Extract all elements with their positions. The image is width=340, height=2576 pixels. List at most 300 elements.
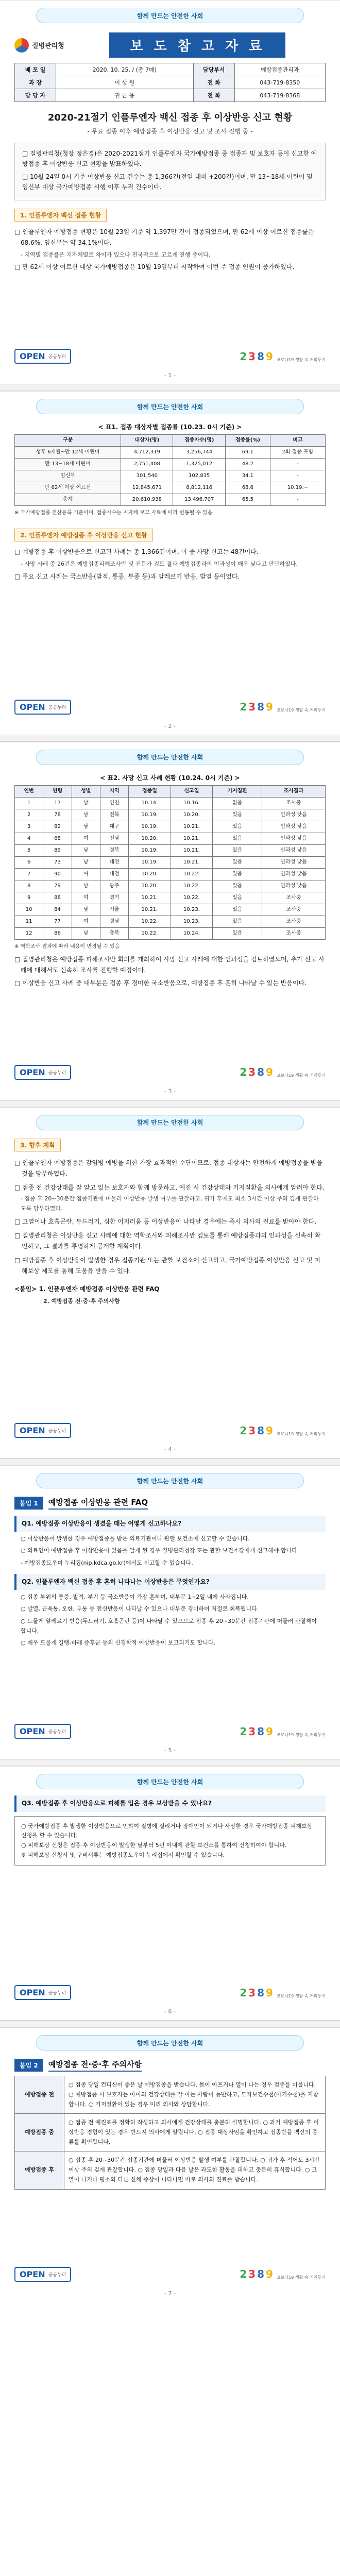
ministry-name: 질병관리청 <box>32 42 64 50</box>
open-license-logo <box>14 1065 71 1080</box>
logo-digit: 9 <box>265 1424 273 1437</box>
footer-logos <box>14 1985 326 2000</box>
table-cell: 10.14. <box>129 797 171 809</box>
section-heading: 3. 향후 계획 <box>14 1139 61 1151</box>
open-sub-text: 공공누리 <box>48 2272 66 2278</box>
faq-answer: - 예방접종도우미 누리집(nip.kdca.go.kr)에서도 신고할 수 있습니다. <box>21 1559 193 1566</box>
top-banner: 함께 만드는 안전한 사회 <box>36 2035 304 2050</box>
logo-digit: 8 <box>257 701 264 714</box>
table-cell: 만 13~18세 어린이 <box>15 459 121 470</box>
page-number: - 2 - <box>164 722 176 730</box>
table-cell: 없음 <box>213 797 262 809</box>
table-cell: 301,540 <box>121 470 173 482</box>
table-row <box>15 880 326 892</box>
table-cell: 2회 접종 포함 <box>270 447 325 459</box>
table-cell: 13,496,707 <box>173 494 226 506</box>
campaign-logo <box>240 1987 326 1999</box>
body-sub: - 사망 사례 중 26건은 예방접종피해조사반 및 전문가 검토 결과 예방접종과의 인과성이 매우 낮다고 판단하였다. <box>21 561 298 568</box>
meta-tel-label-2: 전 화 <box>193 89 234 102</box>
table-cell: 남 <box>72 904 100 916</box>
table-cell: 조사중 <box>262 916 326 927</box>
table-cell: 78 <box>43 809 72 821</box>
table-row <box>15 904 326 916</box>
table-cell: 6 <box>15 856 43 868</box>
open-text: OPEN <box>20 702 45 712</box>
table-cell: 남 <box>72 821 100 833</box>
table-cell: 경남 <box>100 916 128 927</box>
headline: 2020-21절기 인플루엔자 백신 접종 후 이상반응 신고 현황 <box>47 112 293 123</box>
table-cell: 4,712,319 <box>121 447 173 459</box>
campaign-logo <box>240 701 326 713</box>
table-cell: 10.19. <box>129 821 171 833</box>
logo-digit: 3 <box>248 701 256 714</box>
open-text: OPEN <box>20 1067 45 1077</box>
table-cell: 남 <box>72 809 100 821</box>
table-header: 대상자(명) <box>121 435 173 447</box>
table-cell: 여 <box>72 868 100 880</box>
page-1 <box>0 0 340 379</box>
table-row <box>15 916 326 927</box>
faq-answer: ○ 매우 드물게 길랭-바레 증후군 등의 신경학적 이상반응이 보고되기도 합니다. <box>21 1639 215 1647</box>
table-cell: 10.22. <box>129 916 171 927</box>
table-row <box>15 2151 326 2189</box>
logo-digit: 8 <box>257 2268 264 2280</box>
ministry-logo <box>14 38 64 53</box>
logo-digit: 9 <box>265 2268 273 2280</box>
logo-caption: 코로나19 생활 속 거리두기 <box>276 1993 326 1998</box>
table-cell: 대전 <box>100 868 128 880</box>
table-cell: 8 <box>15 880 43 892</box>
table-cell: 10.19. <box>129 844 171 856</box>
table-cell: 89 <box>43 844 72 856</box>
table-cell: 3,256,744 <box>173 447 226 459</box>
page-7 <box>0 2027 340 2296</box>
logo-digit: 8 <box>257 1424 264 1437</box>
table-cell: 73 <box>43 856 72 868</box>
table-cell: 10.16. <box>171 797 213 809</box>
table-cell: 광주 <box>100 880 128 892</box>
open-license-logo <box>14 1724 71 1739</box>
table-row <box>15 447 326 459</box>
table-cell: 86 <box>43 927 72 939</box>
open-license-logo <box>14 349 71 364</box>
page-number: - 4 - <box>164 1446 176 1453</box>
campaign-logo <box>240 2268 326 2280</box>
table-row <box>15 844 326 856</box>
attachment-title: 예방접종 전·중·후 주의사항 <box>48 2059 142 2072</box>
body-para: □ 고열이나 호흡곤란, 두드러기, 심한 어지러움 등 이상반응이 나타날 경우에는 즉시 의사의 진료를 받아야 한다. <box>14 1218 317 1226</box>
meta-tel1: 043-719-8350 <box>234 76 325 89</box>
table-cell: 1,325,012 <box>173 459 226 470</box>
table-cell: 68.6 <box>225 482 270 494</box>
faq-answer: ○ 국가예방접종 후 발생한 이상반응으로 인하여 질병에 걸리거나 장애인이 되거나 사망한 경우 국가예방접종 피해보상 신청을 할 수 있습니다. <box>21 1822 313 1839</box>
meta-tel2: 043-719-8368 <box>234 89 325 102</box>
body-sub: - 지역별 접종률은 지자체별로 차이가 있으나 전국적으로 고르게 진행 중이다. <box>21 251 211 258</box>
body-para: □ 예방접종 후 이상반응이 발생한 경우 접종기관 또는 관할 보건소에 신고하고, 국가예방접종 이상반응 신고 및 피해보상 제도를 통해 도움을 받을 수 있다. <box>14 1257 321 1275</box>
open-license-logo <box>14 2267 71 2282</box>
campaign-logo <box>240 350 326 363</box>
table-note: ※ 역학조사 결과에 따라 내용이 변경될 수 있음 <box>14 943 120 950</box>
faq-answer-box <box>14 1816 326 1866</box>
table-cell: 총계 <box>15 494 121 506</box>
table-header: 조사결과 <box>262 785 326 797</box>
table-header: 성별 <box>72 785 100 797</box>
table-cell: 88 <box>43 892 72 904</box>
table-cell: 10.20. <box>129 880 171 892</box>
top-banner: 함께 만드는 안전한 사회 <box>36 8 304 23</box>
table-row <box>15 833 326 844</box>
table-cell: 조사중 <box>262 904 326 916</box>
table-cell: 48.2 <box>225 459 270 470</box>
table-cell: 82 <box>43 821 72 833</box>
table-row <box>15 892 326 904</box>
table-cell: 68 <box>43 833 72 844</box>
table-cell: 77 <box>43 916 72 927</box>
table-cell: 조사중 <box>262 892 326 904</box>
faq-answer: ※ 피해보상 신청서 및 구비서류는 예방접종도우미 누리집에서 확인할 수 있습니다. <box>21 1851 225 1858</box>
body-sub: - 접종 후 20~30분간 접종기관에 머물러 이상반응 발생 여부를 관찰하고, 귀가 후에도 최소 3시간 이상 주의 깊게 관찰하도록 당부하였다. <box>21 1195 319 1212</box>
table-cell: 10.21. <box>129 904 171 916</box>
footer-logos <box>14 700 326 715</box>
table-cell: 7 <box>15 868 43 880</box>
table-cell: 인과성 낮음 <box>262 880 326 892</box>
meta-table <box>14 63 326 102</box>
table-cell: 10.21. <box>171 844 213 856</box>
lead-box <box>14 143 326 200</box>
footer-logos <box>14 1724 326 1739</box>
table-cell: 전남 <box>100 833 128 844</box>
table-row <box>15 2076 326 2114</box>
table-cell: 10.19. <box>129 809 171 821</box>
table-header: 구분 <box>15 435 121 447</box>
table-cell: 조사중 <box>262 797 326 809</box>
open-text: OPEN <box>20 351 45 362</box>
faq-answer: ○ 발열, 근육통, 오한, 두통 등 전신반응이 나타날 수 있으나 대부분 경미하며 저절로 회복됩니다. <box>21 1605 259 1613</box>
precaution-stage: 예방접종 중 <box>15 2114 64 2151</box>
open-license-logo <box>14 1985 71 2000</box>
table-cell: 있음 <box>213 927 262 939</box>
doc-type-title: 보 도 참 고 자 료 <box>109 32 285 58</box>
table-cell: 10.22. <box>171 892 213 904</box>
logo-caption: 코로나19 생활 속 거리두기 <box>276 708 326 713</box>
body-para: □ 예방접종 후 이상반응으로 신고된 사례는 총 1,366건이며, 이 중 사망 신고는 48건이다. <box>14 548 259 556</box>
meta-tel-label: 전 화 <box>193 76 234 89</box>
table-cell: 인과성 낮음 <box>262 856 326 868</box>
table-cell: 84 <box>43 904 72 916</box>
table-header: 비고 <box>270 435 325 447</box>
table-cell: 있음 <box>213 868 262 880</box>
faq-answer: ○ 이상반응이 발생한 경우 예방접종을 받은 의료기관이나 관할 보건소에 신고할 수 있습니다. <box>21 1535 250 1543</box>
table-cell: 10.20. <box>129 833 171 844</box>
table-cell: 있음 <box>213 821 262 833</box>
meta-dept-value: 예방접종관리과 <box>234 63 325 76</box>
faq-answer: ○ 의료인이 예방접종 후 이상반응이 있음을 알게 된 경우 질병관리청장 또는 관할 보건소장에게 신고해야 합니다. <box>21 1547 299 1554</box>
open-text: OPEN <box>20 2269 45 2279</box>
meta-chief-value: 이 상 원 <box>56 76 194 89</box>
table-cell: 서울 <box>100 904 128 916</box>
page-2 <box>0 391 340 730</box>
table-cell: - <box>270 470 325 482</box>
body-para: □ 주요 신고 사례는 국소반응(발적, 통증, 부종 등)과 알레르기 반응, 발열 등이었다. <box>14 572 240 580</box>
table-header: 연령 <box>43 785 72 797</box>
table-cell: 인천 <box>100 797 128 809</box>
logo-digit: 9 <box>265 701 273 714</box>
table-cell: 생후 6개월~만 12세 어린이 <box>15 447 121 459</box>
table-cell: 9 <box>15 892 43 904</box>
table-row <box>15 927 326 939</box>
logo-digit: 3 <box>248 1424 256 1437</box>
table-cell: 조사중 <box>262 927 326 939</box>
meta-date-value: 2020. 10. 25. / (총 7매) <box>56 63 194 76</box>
table-cell: 있음 <box>213 880 262 892</box>
open-sub-text: 공공누리 <box>48 1429 66 1434</box>
meta-dept-label: 담당부서 <box>193 63 234 76</box>
table-cell: 10.22. <box>171 880 213 892</box>
open-license-logo <box>14 1423 71 1438</box>
table-row <box>15 856 326 868</box>
table-cell: 남 <box>72 856 100 868</box>
table-cell: 인과성 낮음 <box>262 833 326 844</box>
table-cell: 인과성 낮음 <box>262 821 326 833</box>
table-cell: 79 <box>43 880 72 892</box>
table-cell: 10 <box>15 904 43 916</box>
section-heading: 1. 인플루엔자 백신 접종 현황 <box>14 209 107 222</box>
table-cell: 2 <box>15 809 43 821</box>
table-cell: 인과성 낮음 <box>262 809 326 821</box>
attachment-line: 2. 예방접종 전·중·후 주의사항 <box>43 1298 120 1305</box>
logo-digit: 3 <box>248 350 256 363</box>
lead-para: □ 10월 24일 0시 기준 이상반응 신고 건수는 총 1,366건(전일 대비 +200건)이며, 만 13~18세 어린이 및 임신부 대상 국가예방접종 시행 이후 누적 건수이다. <box>22 173 313 191</box>
table-row <box>15 797 326 809</box>
table-row <box>15 459 326 470</box>
open-sub-text: 공공누리 <box>48 1991 66 1996</box>
meta-staff-label: 담 당 자 <box>15 89 56 102</box>
page-number: - 6 - <box>164 2008 176 2015</box>
table-cell: 10.24. <box>171 927 213 939</box>
table-row <box>15 821 326 833</box>
table-cell: 대전 <box>100 856 128 868</box>
table-cell: 69.1 <box>225 447 270 459</box>
table-cell: 남 <box>72 927 100 939</box>
table-cell: 대구 <box>100 821 128 833</box>
logo-caption: 코로나19 생활 속 거리두기 <box>276 1732 326 1737</box>
table-cell: 10.19. <box>129 856 171 868</box>
table-cell: 인과성 낮음 <box>262 868 326 880</box>
top-banner: 함께 만드는 안전한 사회 <box>36 1774 304 1789</box>
body-para: □ 이상반응 신고 사례 중 대부분은 접종 후 경미한 국소반응으로, 예방접종 후 흔히 나타날 수 있는 반응이다. <box>14 979 307 987</box>
logo-caption: 코로나19 생활 속 거리두기 <box>276 357 326 362</box>
table-cell: 남 <box>72 797 100 809</box>
table-note: ※ 국가예방접종 전산등록 기준이며, 접종자수는 지자체 보고 자료에 따라 변동될 수 있음 <box>14 510 213 516</box>
table-cell: 12 <box>15 927 43 939</box>
meta-date-label: 배 포 일 <box>15 63 56 76</box>
body-para: □ 인플루엔자 예방접종은 감염병 예방을 위한 가장 효과적인 수단이므로, 접종 대상자는 안전하게 예방접종을 받을 것을 당부하였다. <box>14 1159 322 1177</box>
body-para: □ 만 62세 이상 어르신 대상 국가예방접종은 10월 19일부터 시작하여 이번 주 접종 인원이 증가하였다. <box>14 263 295 271</box>
logo-digit: 8 <box>257 1066 264 1079</box>
table-cell: - <box>270 459 325 470</box>
table-cell: 만 62세 이상 어르신 <box>15 482 121 494</box>
precaution-text: ○ 접종 당일 컨디션이 좋은 날 예방접종을 받습니다. 몸이 아프거나 열이 나는 경우 접종을 미룹니다. ○ 예방접종 시 보호자는 아이의 건강상태를 잘 아는 사람이 동반하고, 모자보건수첩(아기수첩)을 지참합니다. ○ 기저질환이 있는 경우 미리 의사와 상담합니다. <box>64 2076 326 2114</box>
table-cell: 20,610,938 <box>121 494 173 506</box>
table-header: 접종률(%) <box>225 435 270 447</box>
ministry-emblem-icon <box>14 38 29 53</box>
page-number: - 7 - <box>164 2290 176 2297</box>
table-cell: 10.20. <box>171 809 213 821</box>
table-cell: - <box>270 494 325 506</box>
page-6 <box>0 1766 340 2015</box>
attachment-header <box>14 1497 326 1510</box>
body-para: □ 질병관리청은 이상반응 신고 사례에 대한 역학조사와 피해조사반 검토를 통해 예방접종과의 인과성을 신속히 확인하고, 그 결과를 투명하게 공개할 계획이다. <box>14 1232 321 1250</box>
logo-digit: 2 <box>240 1725 247 1738</box>
logo-digit: 3 <box>248 1066 256 1079</box>
logo-digit: 3 <box>248 2268 256 2280</box>
logo-caption: 코로나19 생활 속 거리두기 <box>276 1073 326 1078</box>
table-cell: 2,751,408 <box>121 459 173 470</box>
precaution-text: ○ 접종 후 20~30분간 접종기관에 머물러 이상반응 발생 여부를 관찰합니다. ○ 귀가 후 적어도 3시간 이상 주의 깊게 관찰합니다. ○ 접종 당일과 다음 날은 과도한 활동을 피하고 충분히 휴식합니다. ○ 고열이 나거나 평소와 다른 신체 증상이 나타나면 바로 의사의 진료를 받습니다. <box>64 2151 326 2189</box>
faq-answer: ○ 드물게 알레르기 반응(두드러기, 호흡곤란 등)이 나타날 수 있으므로 접종 후 20~30분간 접종기관에 머물러 관찰해야 합니다. <box>21 1617 317 1634</box>
top-banner: 함께 만드는 안전한 사회 <box>36 1115 304 1130</box>
body-para: □ 인플루엔자 예방접종 현황은 10월 23일 기준 약 1,397만 건이 접종되었으며, 만 62세 이상 어르신 접종률은 68.6%, 임신부는 약 34.1%이다. <box>14 228 314 246</box>
table-cell: 경기 <box>100 892 128 904</box>
table-cell: 4 <box>15 833 43 844</box>
table-cell: 있음 <box>213 916 262 927</box>
table-cell: 10.21. <box>171 821 213 833</box>
table-cell: 여 <box>72 892 100 904</box>
open-sub-text: 공공누리 <box>48 354 66 360</box>
attachment-header <box>14 2059 326 2072</box>
faq-answer: ○ 접종 부위의 통증, 발적, 부기 등 국소반응이 가장 흔하며, 대부분 1~2일 내에 사라집니다. <box>21 1594 249 1601</box>
table-row <box>15 809 326 821</box>
open-sub-text: 공공누리 <box>48 1070 66 1076</box>
table-cell: 경북 <box>100 844 128 856</box>
logo-caption: 코로나19 생활 속 거리두기 <box>276 2275 326 2280</box>
logo-digit: 2 <box>240 701 247 714</box>
logo-digit: 8 <box>257 1986 264 1999</box>
faq-question: Q3. 예방접종 후 이상반응으로 피해를 입은 경우 보상받을 수 있나요? <box>14 1795 326 1811</box>
table-cell: 여 <box>72 916 100 927</box>
page-number: - 3 - <box>164 1088 176 1095</box>
table-cell: 임신부 <box>15 470 121 482</box>
table-cell: 있음 <box>213 892 262 904</box>
open-text: OPEN <box>20 1726 45 1737</box>
table-cell: 전북 <box>100 809 128 821</box>
campaign-logo <box>240 1725 326 1738</box>
vaccination-rate-table <box>14 434 326 506</box>
table-cell: 있음 <box>213 856 262 868</box>
footer-logos <box>14 1423 326 1438</box>
table-cell: 있음 <box>213 844 262 856</box>
body-para: □ 질병관리청은 예방접종 피해조사반 회의를 개최하여 사망 신고 사례에 대한 인과성을 검토하였으며, 추가 신고 사례에 대해서도 신속히 조사를 진행할 예정이다. <box>14 955 325 974</box>
logo-digit: 3 <box>248 1725 256 1738</box>
precaution-text: ○ 접종 전 예진표를 정확히 작성하고 의사에게 건강상태를 충분히 설명합니다. ○ 과거 예방접종 후 이상반응 경험이 있는 경우 반드시 의사에게 알립니다. ○ 접종 대상자임을 확인하고 접종받을 백신의 종류를 확인합니다. <box>64 2114 326 2151</box>
table-cell: 10.22. <box>171 868 213 880</box>
table-cell: 8,812,116 <box>173 482 226 494</box>
page-3 <box>0 742 340 1095</box>
logo-digit: 3 <box>248 1986 256 1999</box>
attachment-tag: 붙임 2 <box>14 2059 43 2072</box>
page-5 <box>0 1465 340 1754</box>
table-header: 신고일 <box>171 785 213 797</box>
table-header: 연번 <box>15 785 43 797</box>
logo-digit: 2 <box>240 1986 247 1999</box>
table-cell: 5 <box>15 844 43 856</box>
subline: - 무료 접종 이후 예방접종 후 이상반응 신고 및 조사 진행 중 - <box>87 128 253 135</box>
logo-digit: 2 <box>240 350 247 363</box>
attachment-line: <붙임> 1. 인플루엔자 예방접종 이상반응 관련 FAQ <box>14 1285 160 1293</box>
table-cell: 있음 <box>213 904 262 916</box>
open-text: OPEN <box>20 1426 45 1435</box>
logo-digit: 8 <box>257 350 264 363</box>
table-cell: 있음 <box>213 833 262 844</box>
doc-header <box>14 32 326 58</box>
table-title: < 표2. 사망 신고 사례 현황 (10.24. 0시 기준) > <box>100 774 240 782</box>
table-cell: 인과성 낮음 <box>262 844 326 856</box>
logo-digit: 9 <box>265 1066 273 1079</box>
table-row <box>15 868 326 880</box>
table-header: 지역 <box>100 785 128 797</box>
table-cell: 65.5 <box>225 494 270 506</box>
precautions-table <box>14 2076 326 2189</box>
campaign-logo <box>240 1425 326 1437</box>
footer-logos <box>14 2267 326 2282</box>
table-cell: 10.21. <box>129 892 171 904</box>
table-cell: 102,835 <box>173 470 226 482</box>
table-header: 기저질환 <box>213 785 262 797</box>
table-header: 접종일 <box>129 785 171 797</box>
table-cell: 3 <box>15 821 43 833</box>
table-cell: 34.1 <box>225 470 270 482</box>
logo-digit: 9 <box>265 1986 273 1999</box>
table-row <box>15 494 326 506</box>
table-cell: 10.21. <box>171 833 213 844</box>
page-4 <box>0 1107 340 1453</box>
lead-para: □ 질병관리청(청장 정은경)은 2020-2021절기 인플루엔자 국가예방접종 중 접종자 및 보호자 등이 신고한 예방접종 후 이상반응 신고 현황을 발표하였다. <box>22 150 317 168</box>
table-header: 접종자수(명) <box>173 435 226 447</box>
page-number: - 1 - <box>164 372 176 379</box>
table-cell: 11 <box>15 916 43 927</box>
logo-caption: 코로나19 생활 속 거리두기 <box>276 1431 326 1436</box>
faq-question: Q1. 예방접종 이상반응이 생겼을 때는 어떻게 신고하나요? <box>14 1516 326 1532</box>
attachment-title: 예방접종 이상반응 관련 FAQ <box>48 1497 148 1510</box>
section-heading: 2. 인플루엔자 예방접종 후 이상반응 신고 현황 <box>14 529 153 541</box>
table-cell: 10.23. <box>171 916 213 927</box>
attachment-tag: 붙임 1 <box>14 1497 43 1510</box>
table-row <box>15 2114 326 2151</box>
table-title: < 표1. 접종 대상자별 접종률 (10.23. 0시 기준) > <box>98 423 242 431</box>
death-report-table <box>14 785 326 940</box>
table-cell: 10.20. <box>129 868 171 880</box>
table-cell: 90 <box>43 868 72 880</box>
logo-digit: 2 <box>240 2268 247 2280</box>
logo-digit: 2 <box>240 1066 247 1079</box>
body-para: □ 접종 전 건강상태를 잘 알고 있는 보호자와 함께 방문하고, 예진 시 건강상태와 기저질환을 의사에게 알려야 한다. <box>14 1183 325 1191</box>
table-cell: 10.23. <box>171 904 213 916</box>
footer-logos <box>14 349 326 364</box>
meta-chief-label: 과 장 <box>15 76 56 89</box>
table-cell: 남 <box>72 880 100 892</box>
meta-staff-value: 권 근 용 <box>56 89 194 102</box>
table-cell: 1 <box>15 797 43 809</box>
open-sub-text: 공공누리 <box>48 1730 66 1735</box>
table-row <box>15 482 326 494</box>
table-cell: 여 <box>72 833 100 844</box>
precaution-stage: 예방접종 후 <box>15 2151 64 2189</box>
page-number: - 5 - <box>164 1747 176 1754</box>
table-cell: 있음 <box>213 809 262 821</box>
top-banner: 함께 만드는 안전한 사회 <box>36 1473 304 1488</box>
logo-digit: 8 <box>257 1725 264 1738</box>
open-sub-text: 공공누리 <box>48 705 66 710</box>
